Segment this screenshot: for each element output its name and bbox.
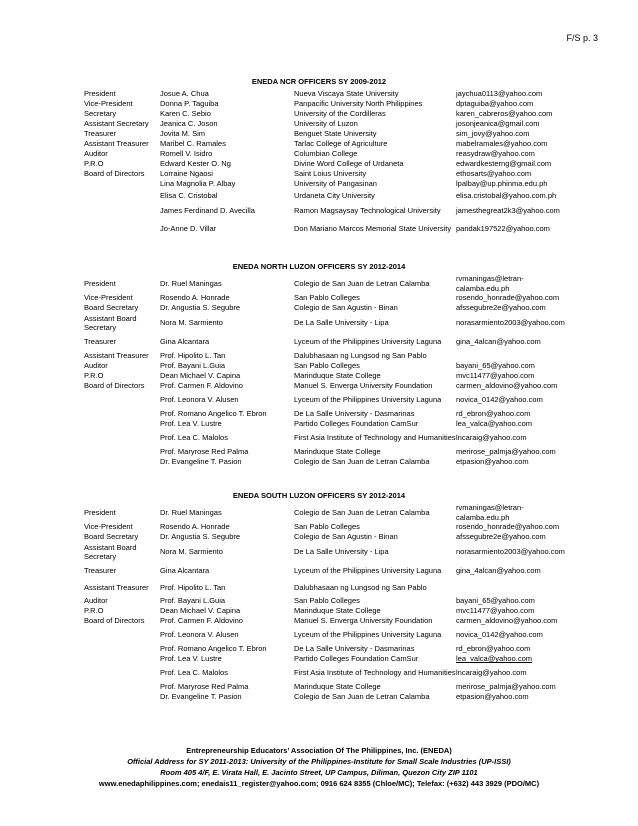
cell-role: Assistant Treasurer <box>84 351 149 361</box>
cell-email[interactable]: novica_0142@yahoo.com <box>456 395 543 405</box>
cell-role: Board of Directors <box>84 169 145 179</box>
cell-org: University of Pangasinan <box>294 179 377 189</box>
cell-email[interactable]: rvmaningas@letran-calamba.edu.ph <box>456 274 524 293</box>
cell-role: President <box>84 507 116 517</box>
cell-role <box>84 644 160 654</box>
page-reference: F/S p. 3 <box>566 33 598 43</box>
cell-name: Rosendo A. Honrade <box>160 522 230 532</box>
cell-name: Prof. Bayani L.Guia <box>160 361 226 371</box>
table-row <box>84 89 566 99</box>
cell-email[interactable]: merirose_palmja@yahoo.com <box>456 682 556 692</box>
cell-role: Auditor <box>84 361 108 371</box>
cell-role <box>84 682 160 692</box>
cell-org: San Pablo Colleges <box>294 293 360 303</box>
cell-email[interactable]: lpalbay@up.phinma.edu.ph <box>456 179 548 189</box>
cell-role <box>84 654 160 664</box>
cell-role <box>84 692 160 702</box>
cell-role: Assistant Treasurer <box>84 139 149 149</box>
cell-name: Gina Alcantara <box>160 337 210 347</box>
table-row <box>84 409 566 419</box>
cell-role: Vice-President <box>84 293 133 303</box>
cell-email[interactable]: jamesthegreat2k3@yahoo.com <box>456 206 560 216</box>
table-row <box>84 429 566 447</box>
cell-org: Saint Loius University <box>294 169 367 179</box>
cell-org: Colegio de San Juan de Letran Calamba <box>294 278 430 288</box>
table-row <box>84 109 566 119</box>
cell-role <box>84 220 160 238</box>
table-row <box>84 682 566 692</box>
cell-role: Assistant Treasurer <box>84 583 149 593</box>
table-row <box>84 654 566 664</box>
cell-email[interactable]: etpasion@yahoo.com <box>456 692 529 702</box>
cell-org: First Asia Institute of Technology and Humanities <box>294 668 456 678</box>
cell-email[interactable]: novica_0142@yahoo.com <box>456 630 543 640</box>
cell-org: Marinduque State College <box>294 371 381 381</box>
cell-org: De La Salle University - Lipa <box>294 318 389 328</box>
cell-role: Treasurer <box>84 129 117 139</box>
cell-role: Board of Directors <box>84 381 145 391</box>
cell-email <box>456 580 566 596</box>
cell-name: Maribel C. Ramales <box>160 139 226 149</box>
cell-email[interactable]: rvmaningas@letran-calamba.edu.ph <box>456 503 524 522</box>
cell-email[interactable]: lncaraig@yahoo.com <box>456 433 527 443</box>
cell-email[interactable]: carmen_aldovino@yahoo.com <box>456 381 558 391</box>
cell-name: Nora M. Sarmiento <box>160 547 223 557</box>
cell-email <box>456 351 566 361</box>
cell-org: Panpacific University North Philippines <box>294 99 423 109</box>
cell-org: Colegio de San Juan de Letran Calamba <box>294 507 430 517</box>
table-row <box>84 580 566 596</box>
table-row <box>84 159 566 169</box>
cell-org: Divine Word College of Urdaneta <box>294 159 404 169</box>
officers-table-north-luzon <box>84 274 566 467</box>
cell-role: Board of Directors <box>84 616 145 626</box>
table-row <box>84 457 566 467</box>
cell-org: Dalubhasaan ng Lungsod ng San Pablo <box>294 351 427 361</box>
cell-name: Dr. Ruel Maningas <box>160 507 222 517</box>
cell-org: Ramon Magsaysay Technological University <box>294 206 441 216</box>
cell-role <box>84 419 160 429</box>
cell-email[interactable]: josonjeanica@gmail.com <box>456 119 540 129</box>
cell-name: Elisa C. Cristobal <box>160 190 218 200</box>
cell-role: Board Secretary <box>84 303 139 313</box>
cell-name: Prof. Romano Angelico T. Ebron <box>160 409 267 419</box>
table-row <box>84 692 566 702</box>
table-row <box>84 664 566 682</box>
cell-name: Gina Alcantara <box>160 566 210 576</box>
cell-name: Rosendo A. Honrade <box>160 293 230 303</box>
cell-org: De La Salle University - Dasmarinas <box>294 644 415 654</box>
cell-org: Colegio de San Agustin - Binan <box>294 303 398 313</box>
cell-email[interactable]: rd_ebron@yahoo.com <box>456 409 531 419</box>
cell-role: Vice-President <box>84 99 133 109</box>
cell-email[interactable]: ethosarts@yahoo.com <box>456 169 532 179</box>
cell-name: Prof. Maryrose Red Palma <box>160 447 249 457</box>
table-row <box>84 644 566 654</box>
cell-role <box>84 626 160 644</box>
table-row <box>84 371 566 381</box>
cell-name: Karen C. Sebio <box>160 109 211 119</box>
cell-email[interactable]: pandak197522@yahoo.com <box>456 224 550 234</box>
cell-email[interactable]: etpasion@yahoo.com <box>456 457 529 467</box>
cell-name: Prof. Maryrose Red Palma <box>160 682 249 692</box>
cell-name: Prof. Lea V. Lustre <box>160 654 222 664</box>
cell-role <box>84 202 160 220</box>
cell-role: Assistant Board Secretary <box>84 542 137 561</box>
footer-org-name: Entrepreneurship Educators’ Association Of The Philippines, Inc. (ENEDA) <box>186 746 452 755</box>
cell-role: Treasurer <box>84 566 117 576</box>
cell-name: Jovita M. Sim <box>160 129 206 139</box>
cell-org: Columbian College <box>294 149 358 159</box>
section-title-ncr: ENEDA NCR OFFICERS SY 2009-2012 <box>251 77 387 86</box>
cell-org: De La Salle University - Lipa <box>294 547 389 557</box>
cell-email[interactable]: mvc11477@yahoo.com <box>456 371 535 381</box>
cell-email[interactable]: rosendo_honrade@yahoo.com <box>456 293 560 303</box>
table-row <box>84 313 566 333</box>
footer-contact: www.enedaphilippines.com; enedais11_register@yahoo.com; 0916 624 8355 (Chloe/MC); Telefax: (+632) 443 3929 (PDO/MC) <box>98 779 540 788</box>
cell-email[interactable]: elisa.cristobal@yahoo.com.ph <box>456 190 557 200</box>
cell-role <box>84 409 160 419</box>
cell-email[interactable]: norasarmiento2003@yahoo.com <box>456 318 565 328</box>
cell-name: Lorraine Ngaosi <box>160 169 213 179</box>
cell-org: San Pablo Colleges <box>294 596 360 606</box>
table-row <box>84 139 566 149</box>
cell-email[interactable]: norasarmiento2003@yahoo.com <box>456 547 565 557</box>
cell-email[interactable]: afssegubre2e@yahoo.com <box>456 532 546 542</box>
cell-email[interactable]: mvc11477@yahoo.com <box>456 606 535 616</box>
cell-role: Assistant Secretary <box>84 119 149 129</box>
cell-name: Prof. Hipolito L. Tan <box>160 583 226 593</box>
table-row <box>84 532 566 542</box>
cell-role <box>84 447 160 457</box>
cell-email[interactable]: lea_valca@yahoo.com <box>456 654 532 664</box>
cell-name: Prof. Hipolito L. Tan <box>160 351 226 361</box>
cell-email[interactable]: lea_valca@yahoo.com <box>456 419 532 429</box>
cell-email[interactable]: mabelramales@yahoo.com <box>456 139 548 149</box>
table-row <box>84 169 566 179</box>
cell-role: P.R.O <box>84 606 104 616</box>
cell-role: Auditor <box>84 149 108 159</box>
cell-email[interactable]: gina_4alcan@yahoo.com <box>456 566 541 576</box>
table-row <box>84 522 566 532</box>
section-title-north-luzon: ENEDA NORTH LUZON OFFICERS SY 2012-2014 <box>232 262 406 271</box>
table-row <box>84 119 566 129</box>
cell-org: Lyceum of the Philippines University Laguna <box>294 395 442 405</box>
cell-name: Prof. Lea C. Malolos <box>160 668 228 678</box>
cell-role <box>84 664 160 682</box>
cell-name: Prof. Bayani L.Guia <box>160 596 226 606</box>
cell-email[interactable]: reasydraw@yahoo.com <box>456 149 535 159</box>
table-row <box>84 274 566 293</box>
cell-email[interactable]: rd_ebron@yahoo.com <box>456 644 531 654</box>
cell-name: Prof. Lea C. Malolos <box>160 433 228 443</box>
cell-org: Benguet State University <box>294 129 377 139</box>
table-row <box>84 606 566 616</box>
table-row <box>84 202 566 220</box>
cell-role: Treasurer <box>84 337 117 347</box>
cell-email[interactable]: jaychua0113@yahoo.com <box>456 89 543 99</box>
table-row <box>84 129 566 139</box>
cell-org: Marinduque State College <box>294 606 381 616</box>
cell-email[interactable]: edwardkesterng@gmail.com <box>456 159 552 169</box>
table-row <box>84 562 566 580</box>
cell-role <box>84 391 160 409</box>
cell-name: Josue A. Chua <box>160 89 209 99</box>
cell-org: Colegio de San Agustin - Binan <box>294 532 398 542</box>
cell-name: Dr. Ruel Maningas <box>160 278 222 288</box>
cell-name: Jo-Anne D. Villar <box>160 224 217 234</box>
cell-org: University of Luzon <box>294 119 358 129</box>
cell-name: Lina Magnolia P. Albay <box>160 179 236 189</box>
table-row <box>84 596 566 606</box>
footer-room-address: Room 405 4/F, E. Virata Hall, E. Jacinto Street, UP Campus, Diliman, Quezon City ZIP 1101 <box>160 768 478 777</box>
cell-email[interactable]: sim_jovy@yahoo.com <box>456 129 530 139</box>
cell-email[interactable]: karen_cabreros@yahoo.com <box>456 109 553 119</box>
table-row <box>84 391 566 409</box>
table-row <box>84 616 566 626</box>
officers-table-south-luzon <box>84 503 566 702</box>
cell-org: Manuel S. Enverga University Foundation <box>294 381 433 391</box>
cell-role: P.R.O <box>84 159 104 169</box>
cell-name: Dean Michael V. Capina <box>160 606 241 616</box>
cell-org: De La Salle University - Dasmarinas <box>294 409 415 419</box>
cell-email[interactable]: lncaraig@yahoo.com <box>456 668 527 678</box>
cell-org: Tarlac College of Agriculture <box>294 139 388 149</box>
cell-email[interactable]: carmen_aldovino@yahoo.com <box>456 616 558 626</box>
cell-name: Dr. Evangeline T. Pasion <box>160 692 242 702</box>
cell-org: First Asia Institute of Technology and Humanities <box>294 433 456 443</box>
cell-org: Marinduque State College <box>294 447 381 457</box>
cell-org: Lyceum of the Philippines University Laguna <box>294 566 442 576</box>
cell-name: Prof. Leonora V. Alusen <box>160 395 239 405</box>
cell-name: Prof. Carmen F. Aldovino <box>160 381 243 391</box>
cell-role <box>84 179 160 189</box>
table-row <box>84 179 566 189</box>
cell-org: Lyceum of the Philippines University Laguna <box>294 337 442 347</box>
table-row <box>84 351 566 361</box>
cell-org: Colegio de San Juan de Letran Calamba <box>294 457 430 467</box>
cell-role: Secretary <box>84 109 117 119</box>
table-row <box>84 381 566 391</box>
table-row <box>84 503 566 522</box>
cell-name: Dr. Angustia S. Segubre <box>160 532 241 542</box>
cell-org: Manuel S. Enverga University Foundation <box>294 616 433 626</box>
cell-role <box>84 429 160 447</box>
cell-role: Board Secretary <box>84 532 139 542</box>
table-row <box>84 542 566 562</box>
cell-role <box>84 457 160 467</box>
cell-role: President <box>84 278 116 288</box>
cell-email[interactable]: rosendo_honrade@yahoo.com <box>456 522 560 532</box>
table-row <box>84 189 566 202</box>
table-row <box>84 149 566 159</box>
cell-name: Prof. Carmen F. Aldovino <box>160 616 243 626</box>
cell-name: Prof. Leonora V. Alusen <box>160 630 239 640</box>
cell-org: University of the Cordilleras <box>294 109 386 119</box>
cell-role: Vice-President <box>84 522 133 532</box>
cell-role: Auditor <box>84 596 108 606</box>
cell-org: Colegio de San Juan de Letran Calamba <box>294 692 430 702</box>
table-row <box>84 333 566 351</box>
table-row <box>84 220 566 238</box>
cell-role: Assistant Board Secretary <box>84 313 137 332</box>
cell-email[interactable]: afssegubre2e@yahoo.com <box>456 303 546 313</box>
cell-name: Prof. Lea V. Lustre <box>160 419 222 429</box>
cell-email[interactable]: bayani_65@yahoo.com <box>456 361 535 371</box>
cell-name: Jeanica C. Joson <box>160 119 218 129</box>
table-row <box>84 303 566 313</box>
table-row <box>84 447 566 457</box>
cell-name: Dr. Evangeline T. Pasion <box>160 457 242 467</box>
table-row <box>84 99 566 109</box>
footer <box>0 745 638 789</box>
cell-name: Edward Kester O. Ng <box>160 159 231 169</box>
cell-org: Urdaneta City University <box>294 190 375 200</box>
cell-name: James Ferdinand D. Avecilla <box>160 206 255 216</box>
table-row <box>84 293 566 303</box>
cell-email[interactable]: gina_4alcan@yahoo.com <box>456 337 541 347</box>
table-row <box>84 419 566 429</box>
cell-org: Lyceum of the Philippines University Laguna <box>294 630 442 640</box>
section-title-south-luzon: ENEDA SOUTH LUZON OFFICERS SY 2012-2014 <box>232 491 406 500</box>
cell-role <box>84 189 160 202</box>
cell-name: Nora M. Sarmiento <box>160 318 223 328</box>
cell-role: President <box>84 89 116 99</box>
table-row <box>84 626 566 644</box>
cell-name: Romell V. Isidro <box>160 149 213 159</box>
officers-table-ncr <box>84 89 566 238</box>
cell-role: P.R.O <box>84 371 104 381</box>
cell-org: Don Mariano Marcos Memorial State University <box>294 224 452 234</box>
cell-org: Partido Colleges Foundation CamSur <box>294 419 419 429</box>
cell-name: Dr. Angustia S. Segubre <box>160 303 241 313</box>
cell-email[interactable]: dptaguiba@yahoo.com <box>456 99 534 109</box>
cell-name: Prof. Romano Angelico T. Ebron <box>160 644 267 654</box>
table-row <box>84 361 566 371</box>
cell-org: San Pablo Colleges <box>294 522 360 532</box>
cell-name: Dean Michael V. Capina <box>160 371 241 381</box>
cell-org: Partido Colleges Foundation CamSur <box>294 654 419 664</box>
cell-org: San Pablo Colleges <box>294 361 360 371</box>
cell-org: Nueva Viscaya State University <box>294 89 399 99</box>
cell-org: Dalubhasaan ng Lungsod ng San Pablo <box>294 583 427 593</box>
footer-official-address: Official Address for SY 2011-2013: University of the Philippines-Institute for Small Scale Industries (UP-ISSI) <box>127 757 511 766</box>
cell-email[interactable]: bayani_65@yahoo.com <box>456 596 535 606</box>
cell-email[interactable]: merirose_palmja@yahoo.com <box>456 447 556 457</box>
cell-org: Marinduque State College <box>294 682 381 692</box>
cell-name: Donna P. Taguiba <box>160 99 219 109</box>
